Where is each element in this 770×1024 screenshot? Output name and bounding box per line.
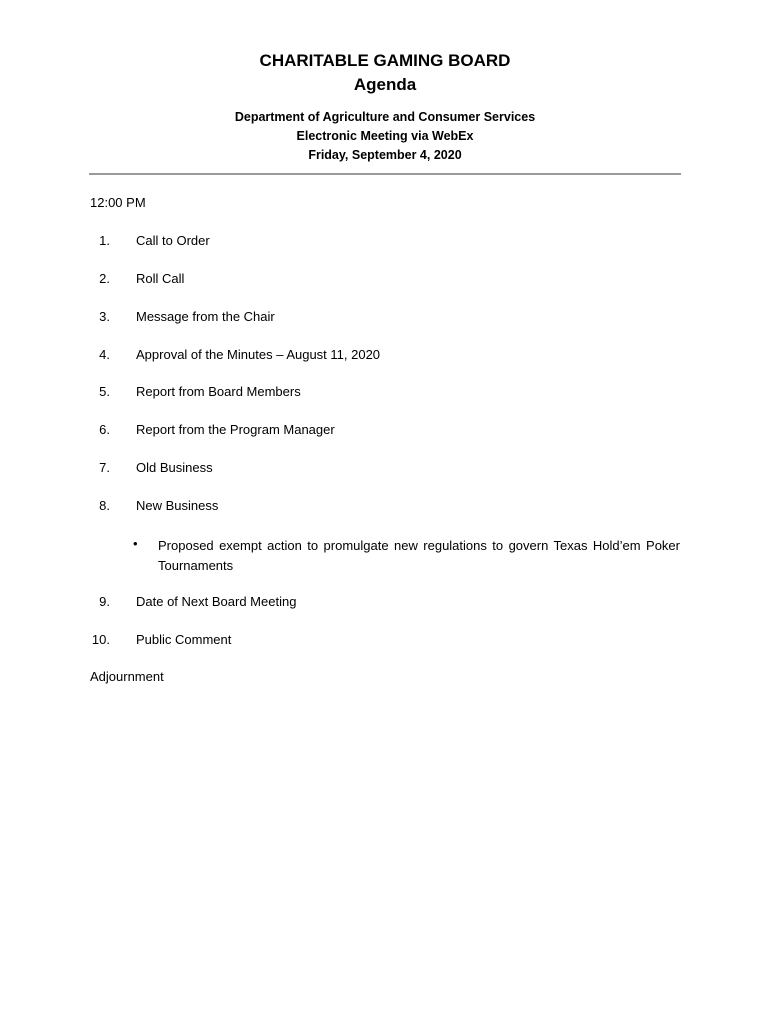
agenda-item-number: 7. [99, 460, 110, 475]
new-business-bullet-text: Proposed exempt action to promulgate new regulations to govern Texas Hold’em Poker Tournaments [158, 538, 680, 573]
header-divider [89, 173, 681, 175]
agenda-item-label: Public Comment [136, 632, 232, 647]
agenda-item-number: 3. [99, 309, 110, 324]
agenda-item-number: 8. [99, 498, 110, 513]
agenda-item-number: 1. [99, 233, 110, 248]
meeting-time: 12:00 PM [90, 195, 146, 210]
board-name: CHARITABLE GAMING BOARD [259, 51, 511, 70]
adjournment: Adjournment [90, 669, 164, 684]
agenda-item-label: Roll Call [136, 271, 185, 286]
agenda-item-number: 10. [91, 632, 110, 647]
bullet-icon: • [133, 536, 138, 551]
agenda-item-number: 9. [99, 594, 110, 609]
agenda-item-number: 5. [99, 384, 110, 399]
agenda-item-label: Report from the Program Manager [136, 422, 335, 437]
agenda-item-label: Call to Order [136, 233, 210, 248]
agenda-item-label: Report from Board Members [136, 384, 301, 399]
agenda-item-label: Date of Next Board Meeting [136, 594, 297, 609]
agenda-item-number: 6. [99, 422, 110, 437]
agenda-item-label: Message from the Chair [136, 309, 275, 324]
agenda-heading: Agenda [353, 75, 417, 94]
department-name: Department of Agriculture and Consumer Services [234, 110, 536, 124]
agenda-item-number: 2. [99, 271, 110, 286]
meeting-mode: Electronic Meeting via WebEx [296, 129, 474, 143]
meeting-date: Friday, September 4, 2020 [308, 148, 462, 162]
agenda-item-label: Approval of the Minutes – August 11, 2020 [136, 347, 381, 362]
agenda-item-label: New Business [136, 498, 219, 513]
agenda-item-number: 4. [99, 347, 110, 362]
document-title [0, 49, 770, 97]
agenda-item-label: Old Business [136, 460, 213, 475]
meeting-details [0, 108, 770, 165]
